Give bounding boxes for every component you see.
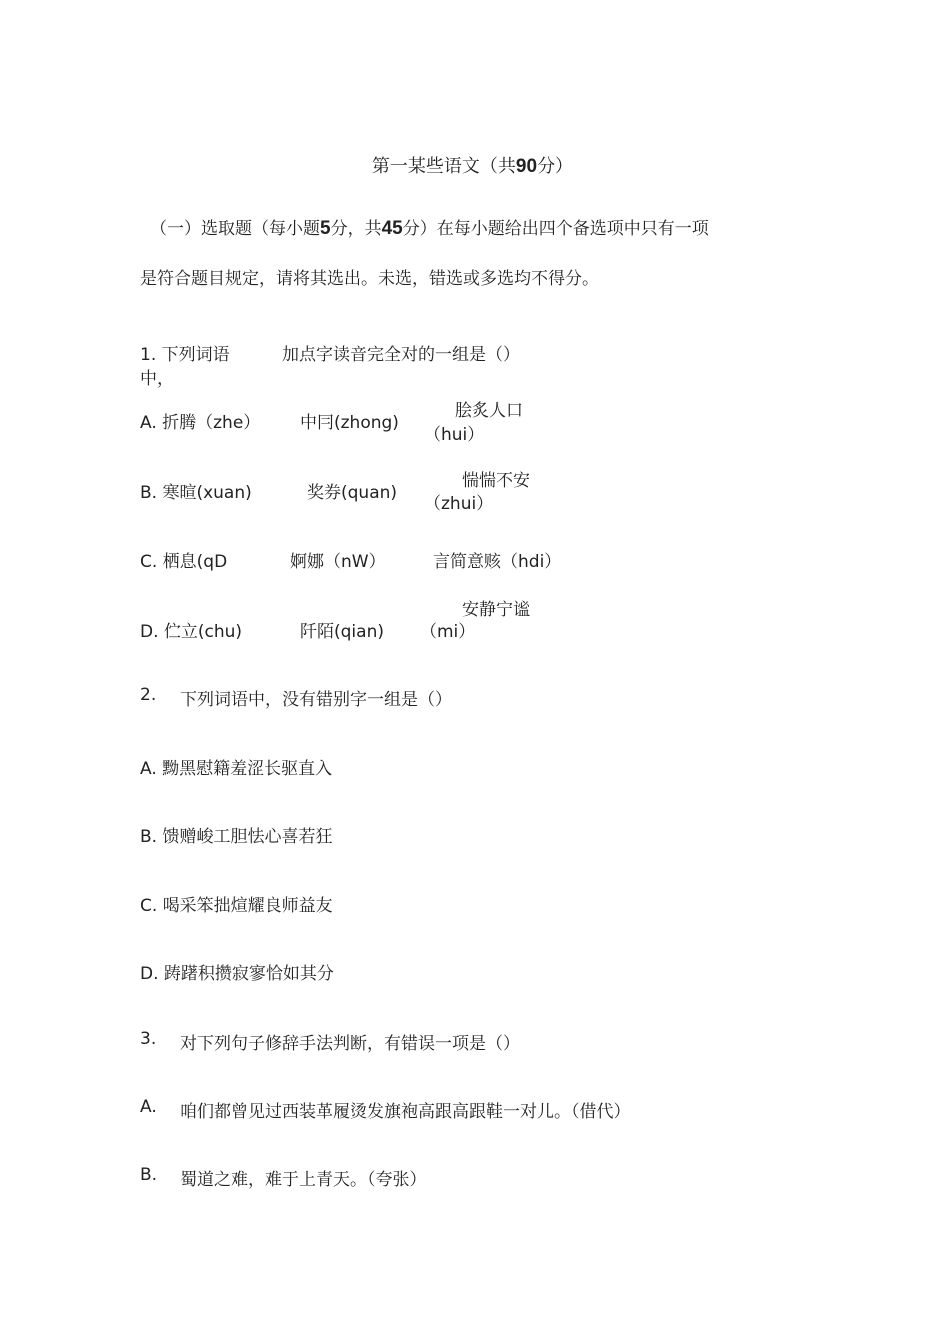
option-text: 踌躇积攒寂寥恰如其分 (163, 964, 334, 984)
q1-option-b-col3b: （zhui） (424, 494, 494, 514)
q1-option-d-col3b: （mi） (420, 622, 476, 642)
title-text-pre: 第一某些语文（共 (371, 156, 516, 177)
q3-option-b-label: B. (140, 1165, 158, 1185)
q1-stem-part-b: 加点字读音完全对的一组是（） (282, 345, 520, 365)
option-text: 喝采笨拙煊耀良师益友 (162, 896, 333, 916)
option-label: A. (140, 759, 157, 779)
q1-option-c-col2: 婀娜（nW） (290, 552, 386, 572)
q3-stem: 对下列句子修辞手法判断，有错误一项是（） (180, 1034, 520, 1054)
option-text: 馈赠峻工胆怯心喜若狂 (162, 827, 333, 847)
option-label: C. (140, 896, 158, 916)
q2-option-b (140, 822, 332, 847)
q1-option-b-col2: 奖券(quan) (307, 483, 398, 503)
q1-option-d-col2: 阡陌(qian) (300, 622, 384, 642)
section-points-each: 5 (320, 218, 331, 239)
q3-option-a-label: A. (140, 1097, 157, 1117)
q1-stem-part-a: 1. 下列词语 (140, 345, 230, 365)
q1-option-a-col3a: 脍炙人口 (455, 401, 523, 421)
q1-option-b-col3a: 惴惴不安 (462, 471, 530, 491)
q1-option-a-col3b: （hui） (424, 425, 485, 445)
option-text: 黝黑慰籍羞涩长驱直入 (162, 759, 333, 779)
q1-option-b-col1: B. 寒暄(xuan) (140, 483, 252, 503)
section-instruction-line-2: 是符合题目规定，请将其选出。未选，错选或多选均不得分。 (140, 269, 599, 289)
section-text-a: （一）选取题（每小题 (150, 219, 320, 239)
q2-option-c (140, 891, 333, 916)
q2-stem: 下列词语中，没有错别字一组是（） (180, 690, 452, 710)
q1-stem-part-a2: 中， (140, 369, 174, 389)
section-instruction-line-1 (150, 214, 709, 240)
q3-option-b-text: 蜀道之难，难于上青天。（夸张） (180, 1170, 427, 1190)
option-label: D. (140, 964, 159, 984)
q2-option-a (140, 754, 332, 779)
title-score: 90 (515, 156, 538, 177)
q3-option-a-text: 咱们都曾见过西装革履烫发旗袍高跟高跟鞋一对儿。（借代） (180, 1102, 631, 1122)
q1-option-c-col3a: 言简意赅（hdi） (433, 552, 562, 572)
section-points-total: 45 (381, 218, 403, 239)
q1-option-d-col1: D. 伫立(chu) (140, 622, 243, 642)
q1-option-d-col3a: 安静宁谧 (462, 600, 530, 620)
q3-number: 3. (140, 1029, 157, 1049)
title-text-post: 分） (537, 156, 574, 177)
option-label: B. (140, 827, 158, 847)
q1-option-a-col2: 中冃(zhong) (300, 413, 399, 433)
section-text-b: 分，共 (330, 219, 382, 239)
page-title (0, 152, 945, 178)
q1-option-a-col1: A. 折腾（zhe） (140, 413, 261, 433)
q1-option-c-col1: C. 栖息(qD (140, 552, 228, 572)
q2-option-d (140, 959, 334, 984)
q2-number: 2. (140, 685, 157, 705)
section-text-c: 分）在每小题给出四个备选项中只有一项 (402, 219, 709, 239)
